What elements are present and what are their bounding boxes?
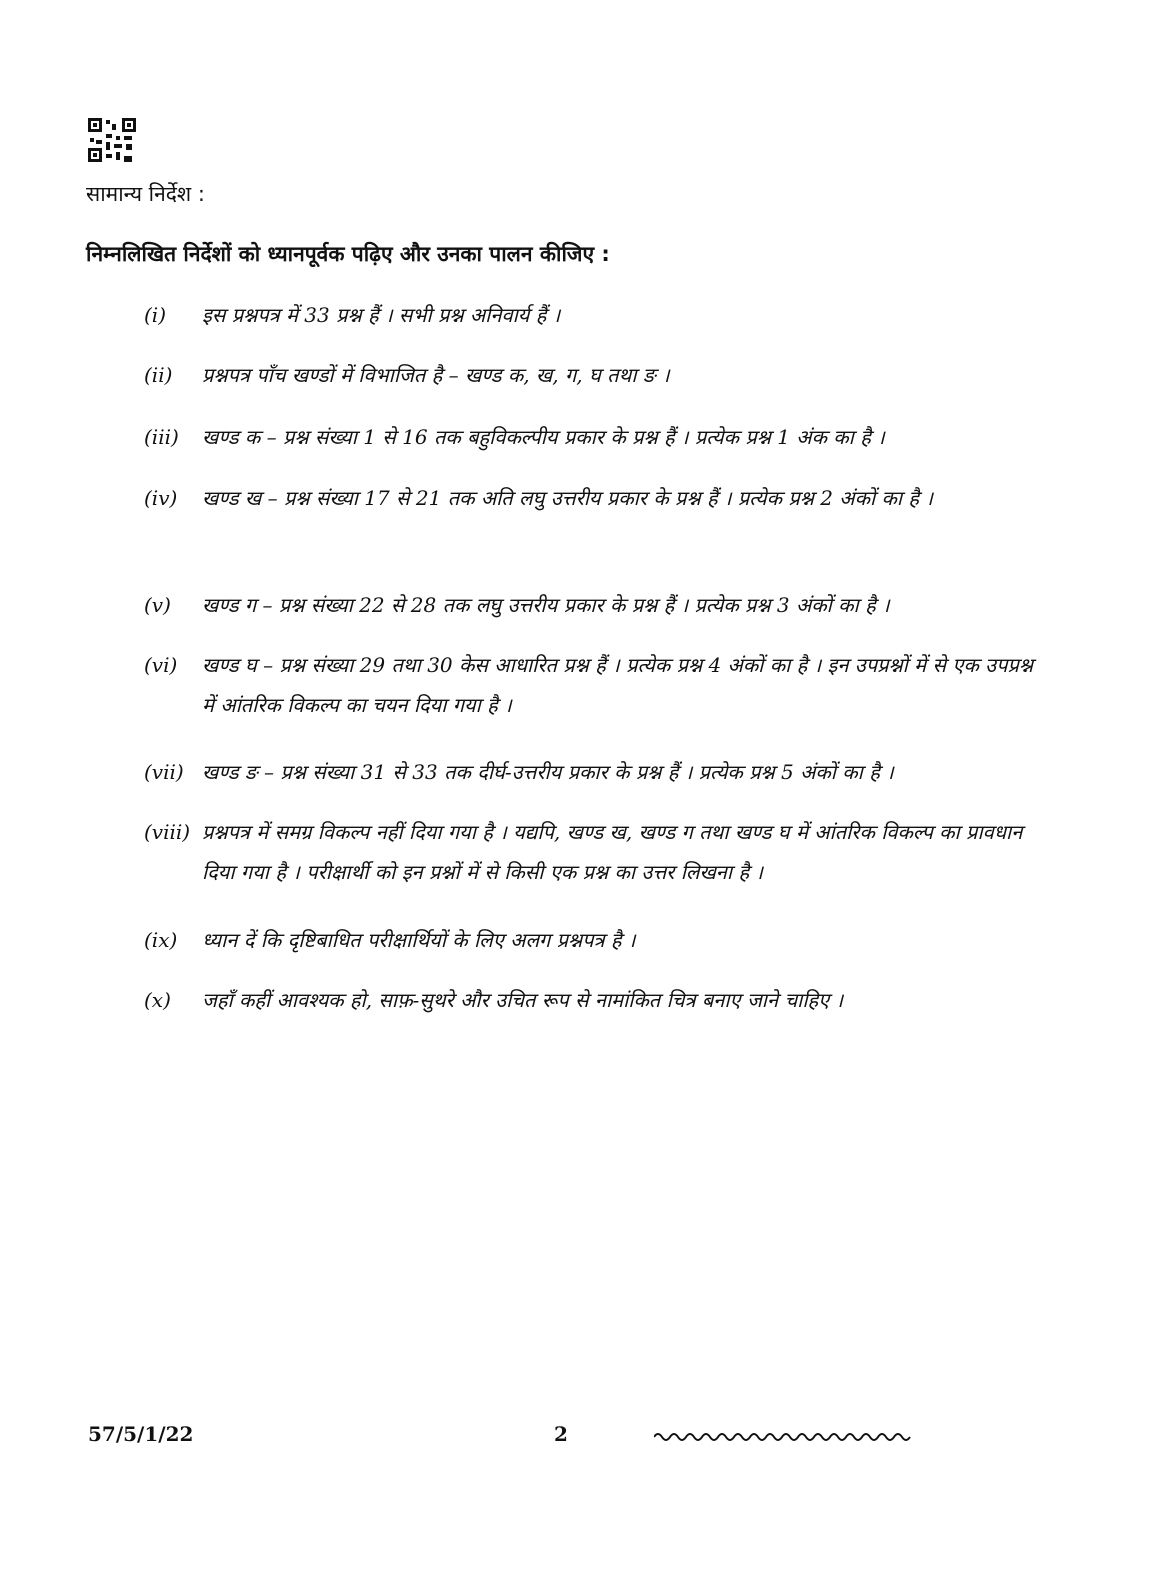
paper-code: 57/5/1/22 xyxy=(88,1422,194,1446)
instruction-text: खण्ड ख – प्रश्न संख्या 17 से 21 तक अति लघु उत्तरीय प्रकार के प्रश्न हैं । प्रत्येक प्रश्न 2 अंकों का है । xyxy=(202,486,933,510)
instructions-subheading: निम्नलिखित निर्देशों को ध्यानपूर्वक पढ़िए और उनका पालन कीजिए : xyxy=(86,242,610,266)
general-instructions-heading: सामान्य निर्देश : xyxy=(86,182,205,206)
instruction-number: (vi) xyxy=(144,653,178,677)
instruction-number: (iv) xyxy=(144,486,178,510)
instruction-number: (x) xyxy=(144,988,171,1012)
instruction-item xyxy=(144,812,1044,892)
instruction-text: इस प्रश्नपत्र में 33 प्रश्न हैं । सभी प्रश्न अनिवार्य हैं । xyxy=(202,303,561,327)
instruction-item xyxy=(144,920,1044,960)
instruction-item xyxy=(144,585,1044,625)
wavy-line-decoration xyxy=(654,1430,916,1444)
instruction-number: (ix) xyxy=(144,928,178,952)
instruction-item xyxy=(144,752,1044,792)
instruction-item xyxy=(144,980,1044,1020)
instruction-item xyxy=(144,295,1044,335)
instruction-text: खण्ड घ – प्रश्न संख्या 29 तथा 30 केस आधारित प्रश्न हैं । प्रत्येक प्रश्न 4 अंकों का है । इन उपप्रश्नों में से एक उपप्रश्न में आंतरिक विकल्प का चयन दिया गया है । xyxy=(202,653,1033,717)
instruction-item xyxy=(144,355,1044,395)
instruction-text: ध्यान दें कि दृष्टिबाधित परीक्षार्थियों के लिए अलग प्रश्नपत्र है । xyxy=(202,928,636,952)
instruction-number: (vii) xyxy=(144,760,184,784)
instruction-item xyxy=(144,478,1044,518)
qr-code-icon xyxy=(88,118,136,164)
instruction-number: (viii) xyxy=(144,820,191,844)
instruction-text: प्रश्नपत्र में समग्र विकल्प नहीं दिया गया है । यद्यपि, खण्ड ख, खण्ड ग तथा खण्ड घ में आंतरिक विकल्प का प्रावधान दिया गया है । परीक्षार्थी को इन प्रश्नों में से किसी एक प्रश्न का उत्तर लिखना है । xyxy=(202,820,1023,884)
instruction-text: खण्ड ग – प्रश्न संख्या 22 से 28 तक लघु उत्तरीय प्रकार के प्रश्न हैं । प्रत्येक प्रश्न 3 अंकों का है । xyxy=(202,593,890,617)
instruction-text: प्रश्नपत्र पाँच खण्डों में विभाजित है – खण्ड क, ख, ग, घ तथा ङ । xyxy=(202,363,670,387)
instruction-text: जहाँ कहीं आवश्यक हो, साफ़-सुथरे और उचित रूप से नामांकित चित्र बनाए जाने चाहिए । xyxy=(202,988,844,1012)
instruction-number: (iii) xyxy=(144,425,179,449)
page-number: 2 xyxy=(554,1422,568,1446)
instruction-text: खण्ड क – प्रश्न संख्या 1 से 16 तक बहुविकल्पीय प्रकार के प्रश्न हैं । प्रत्येक प्रश्न 1 अंक का है । xyxy=(202,425,885,449)
instruction-number: (i) xyxy=(144,303,167,327)
instruction-item xyxy=(144,645,1044,725)
instruction-text: खण्ड ङ – प्रश्न संख्या 31 से 33 तक दीर्घ-उत्तरीय प्रकार के प्रश्न हैं । प्रत्येक प्रश्न 5 अंकों का है । xyxy=(202,760,894,784)
instruction-number: (ii) xyxy=(144,363,173,387)
instruction-number: (v) xyxy=(144,593,171,617)
instruction-item xyxy=(144,417,1044,457)
